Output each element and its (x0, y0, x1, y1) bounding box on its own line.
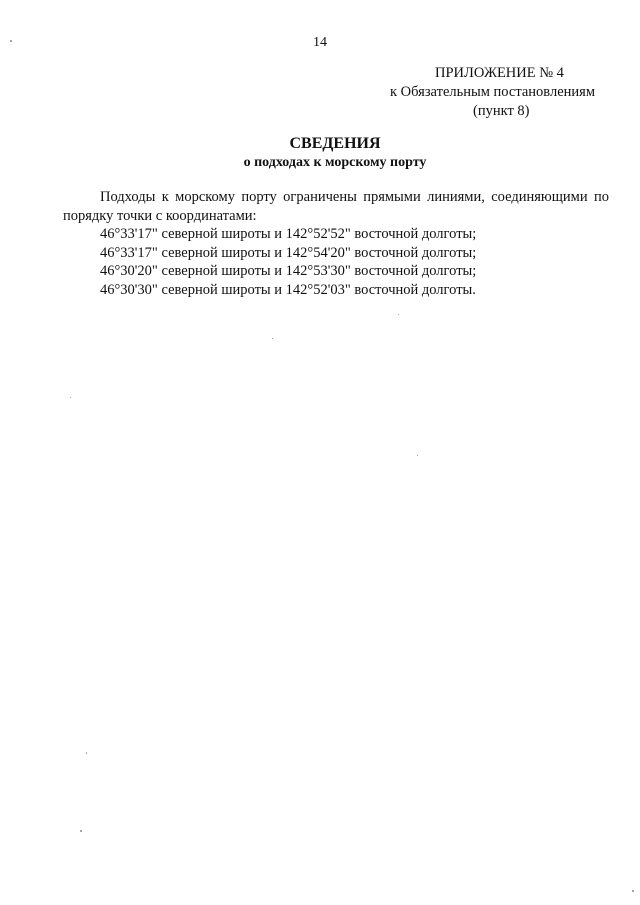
scan-speck (10, 40, 12, 42)
document-body (63, 188, 609, 299)
coordinate-point-1: 46°33'17" северной широты и 142°52'52" восточной долготы; (100, 226, 477, 242)
appendix-block (360, 64, 630, 121)
heading-main: СВЕДЕНИЯ (289, 135, 381, 152)
page-number: 14 (313, 35, 327, 50)
intro-paragraph: Подходы к морскому порту ограничены прямыми линиями, соединяющими по порядку точки с координатами: (63, 189, 609, 224)
appendix-title: ПРИЛОЖЕНИЕ № 4 (435, 65, 564, 81)
document-heading (0, 134, 640, 172)
scan-speck (398, 314, 399, 315)
scan-speck (86, 752, 87, 754)
scan-speck (70, 397, 71, 398)
scan-speck (80, 830, 82, 832)
appendix-reference: к Обязательным постановлениям (390, 84, 595, 100)
appendix-point: (пункт 8) (473, 103, 530, 119)
coordinate-point-2: 46°33'17" северной широты и 142°54'20" восточной долготы; (100, 244, 477, 261)
coordinate-point-4: 46°30'30" северной широты и 142°52'03" восточной долготы. (100, 281, 476, 298)
heading-subtitle: о подходах к морскому порту (243, 155, 427, 170)
coordinates-list (63, 225, 609, 299)
scan-speck (632, 890, 634, 892)
scan-speck (272, 338, 273, 339)
scan-speck (417, 455, 418, 456)
coordinate-point-3: 46°30'20" северной широты и 142°53'30" восточной долготы; (100, 263, 477, 279)
